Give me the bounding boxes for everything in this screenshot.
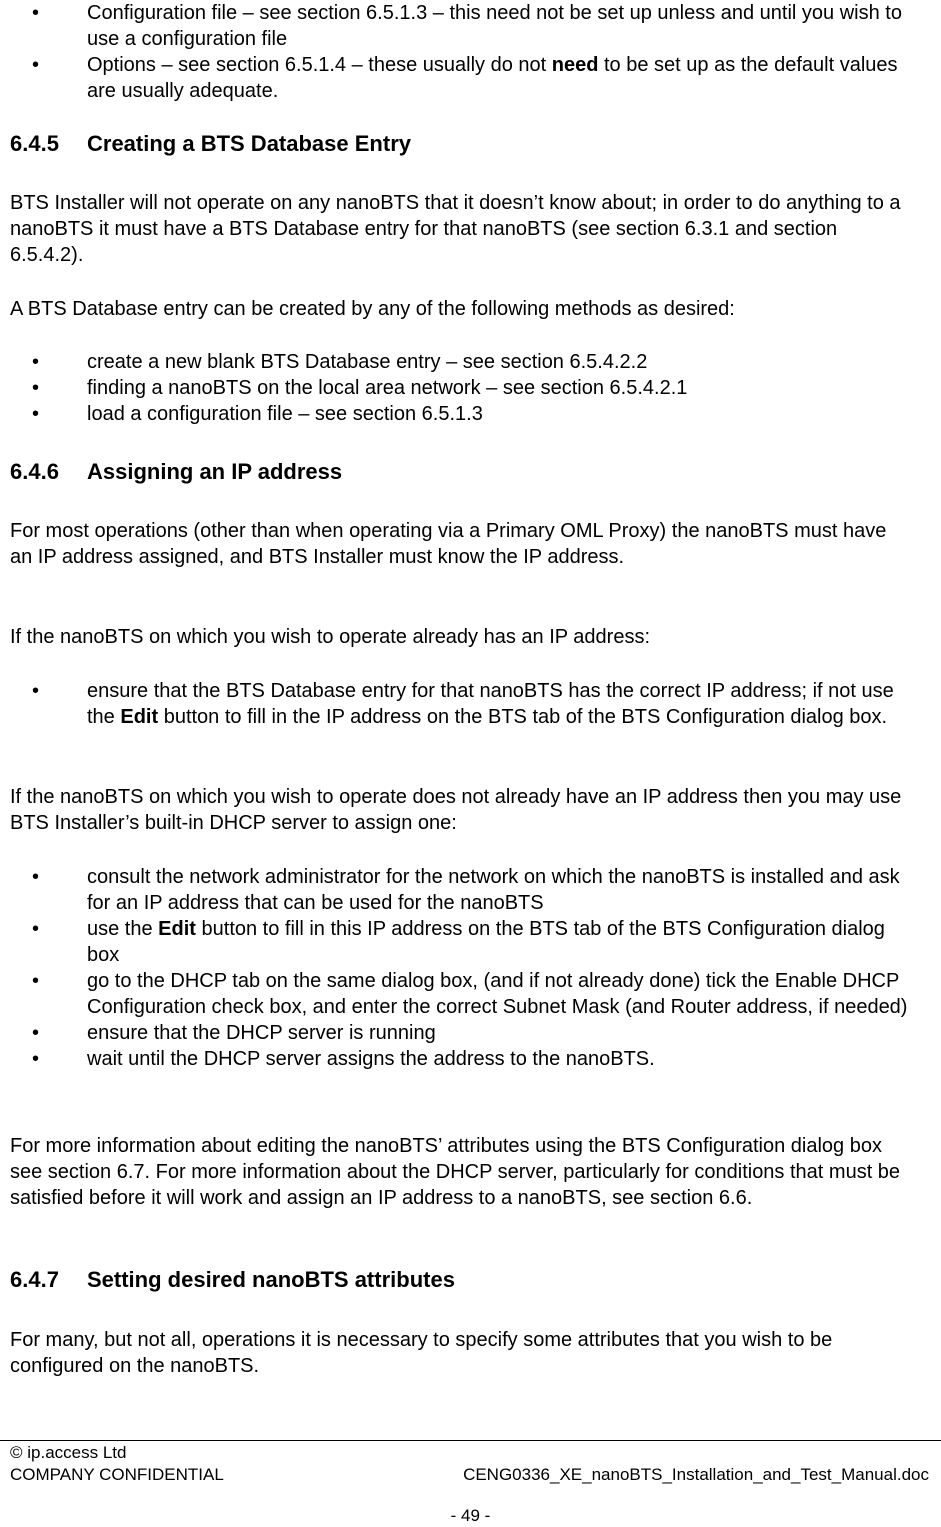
list-item: • create a new blank BTS Database entry – see section 6.5.4.2.2 [32,351,648,373]
paragraph: If the nanoBTS on which you wish to operate already has an IP address: [10,626,651,648]
paragraph: For most operations (other than when operating via a Primary OML Proxy) the nanoBTS must have an IP address assigned, and BTS Installer must know the IP address. [10,520,887,568]
section-heading-6-4-5: 6.4.5 Creating a BTS Database Entry [10,131,411,156]
top-bullet-list [10,0,910,104]
list-item: • finding a nanoBTS on the local area network – see section 6.5.4.2.1 [32,377,688,399]
list-item: • Options – see section 6.5.1.4 – these usually do not need to be set up as the default values are usually adequate. [32,54,898,102]
bullet-icon: • [32,403,40,425]
paragraph: A BTS Database entry can be created by any of the following methods as desired: [10,298,735,320]
list-item: • use the Edit button to fill in this IP address on the BTS tab of the BTS Configuration dialog box [32,918,885,966]
section-heading-6-4-7: 6.4.7 Setting desired nanoBTS attributes [10,1267,455,1292]
list-item: • wait until the DHCP server assigns the address to the nanoBTS. [32,1048,655,1070]
bullet-icon: • [32,2,40,24]
paragraph: BTS Installer will not operate on any nanoBTS that it doesn’t know about; in order to do anything to a nanoBTS it must have a BTS Database entry for that nanoBTS (see section 6.3.1 and section 6.5.4.2). [10,192,901,266]
paragraph: For many, but not all, operations it is necessary to specify some attributes that you wish to be configured on the nanoBTS. [10,1329,833,1377]
bullet-icon: • [32,970,40,992]
bullet-list [10,864,910,1072]
list-item: • Configuration file – see section 6.5.1.3 – this need not be set up unless and until you wish to use a configuration file [32,2,902,50]
bullet-list [10,349,910,427]
page-number: - 49 - [450,1506,491,1525]
bullet-icon: • [32,54,40,76]
bullet-icon: • [32,918,40,940]
section-heading-6-4-6: 6.4.6 Assigning an IP address [10,459,343,484]
list-item: • ensure that the BTS Database entry for that nanoBTS has the correct IP address; if not use the Edit button to fill in the IP address on the BTS tab of the BTS Configuration dialog box. [32,680,894,728]
list-item: • load a configuration file – see section 6.5.1.3 [32,403,483,425]
footer-document-name: CENG0336_XE_nanoBTS_Installation_and_Test_Manual.doc [463,1465,929,1484]
paragraph: If the nanoBTS on which you wish to operate does not already have an IP address then you may use BTS Installer’s built-in DHCP server to assign one: [10,786,902,834]
bullet-list [10,678,910,730]
list-item: • consult the network administrator for the network on which the nanoBTS is installed and ask for an IP address that can be used for the nanoBTS [32,866,900,914]
bullet-icon: • [32,680,40,702]
bullet-icon: • [32,1048,40,1070]
bullet-icon: • [32,1022,40,1044]
bullet-icon: • [32,866,40,888]
bullet-icon: • [32,377,40,399]
footer-divider [0,1440,941,1441]
paragraph: For more information about editing the nanoBTS’ attributes using the BTS Configuration dialog box see section 6.7. For more information about the DHCP server, particularly for conditions that must be satisfied before it will work and assign an IP address to a nanoBTS, see section 6.6. [10,1135,901,1209]
footer-confidential: COMPANY CONFIDENTIAL [10,1465,224,1484]
list-item: • go to the DHCP tab on the same dialog box, (and if not already done) tick the Enable DHCP Configuration check box, and enter the correct Subnet Mask (and Router address, if needed) [32,970,908,1018]
footer-copyright: © ip.access Ltd [10,1443,127,1462]
bullet-icon: • [32,351,40,373]
list-item: • ensure that the DHCP server is running [32,1022,436,1044]
